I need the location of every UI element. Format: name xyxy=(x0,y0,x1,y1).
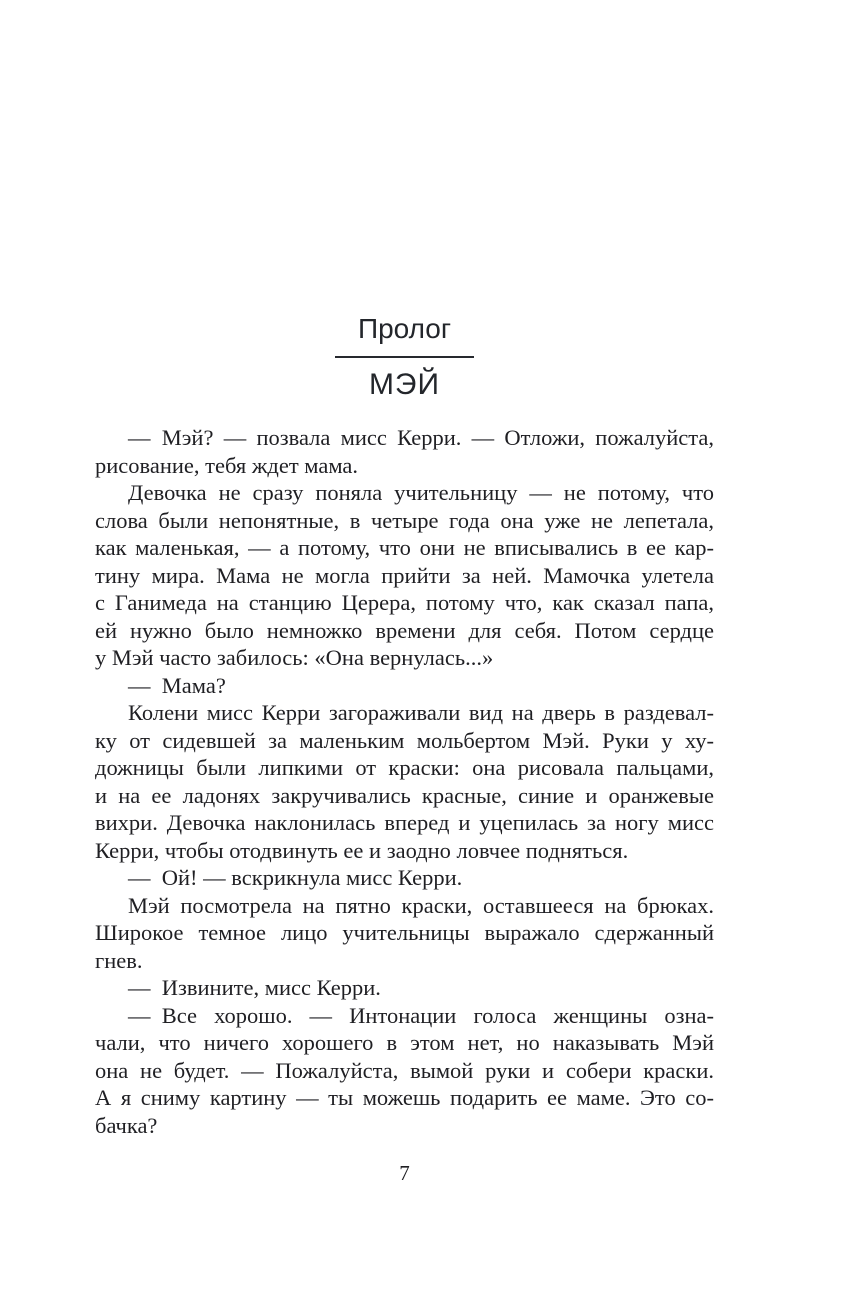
text-line: вихри. Девочка наклонилась вперед и уцепилась за ногу мисс xyxy=(95,810,714,835)
text-line: Мэй посмотрела на пятно краски, оставшееся на брюках. xyxy=(128,892,714,918)
text-line: гнев. xyxy=(95,947,143,973)
text-line: — Извините, мисс Керри. xyxy=(128,975,381,1000)
text-line: Широкое темное лицо учительницы выражало сдержанный xyxy=(95,920,714,945)
text-line: чали, что ничего хорошего в этом нет, но наказывать Мэй xyxy=(95,1030,714,1055)
prologue-heading: Пролог xyxy=(357,313,452,344)
text-line: Девочка не сразу поняла учительницу — не потому, что xyxy=(128,480,714,505)
text-line: как маленькая, — а потому, что они не вписывались в ее кар- xyxy=(95,535,714,560)
text-line: ку от сидевшей за маленьким мольбертом Мэй. Руки у ху- xyxy=(95,727,714,753)
text-line: Колени мисс Керри загораживали вид на дверь в раздевал- xyxy=(128,700,714,725)
paragraph xyxy=(95,864,714,892)
paragraph xyxy=(95,479,714,672)
paragraph xyxy=(95,699,714,864)
text-line: ей нужно было немножко времени для себя. Потом сердце xyxy=(95,617,714,643)
paragraph xyxy=(95,424,714,479)
text-line: — Все хорошо. — Интонации голоса женщины озна- xyxy=(128,1002,714,1028)
text-line: дожницы были липкими от краски: она рисовала пальцами, xyxy=(95,755,714,780)
paragraph xyxy=(95,1002,714,1140)
text-line: А я сниму картину — ты можешь подарить ее маме. Это со- xyxy=(95,1085,714,1110)
text-line: слова были непонятные, в четыре года она уже не лепетала, xyxy=(95,507,714,533)
text-line: у Мэй часто забилось: «Она вернулась...» xyxy=(95,645,494,670)
text-line: — Мэй? — позвала мисс Керри. — Отложи, пожалуйста, xyxy=(128,425,714,450)
text-line: Керри, чтобы отодвинуть ее и заодно ловчее подняться. xyxy=(95,837,629,863)
text-line: и на ее ладонях закручивались красные, синие и оранжевые xyxy=(95,782,714,808)
text-line: с Ганимеда на станцию Церера, потому что, как сказал папа, xyxy=(95,590,714,615)
text-line: она не будет. — Пожалуйста, вымой руки и собери краски. xyxy=(95,1057,714,1083)
text-line: бачка? xyxy=(95,1112,158,1138)
body-text xyxy=(95,424,714,1139)
text-line: рисование, тебя ждет мама. xyxy=(95,452,359,478)
paragraph xyxy=(95,892,714,975)
text-line: — Мама? xyxy=(128,672,226,698)
paragraph xyxy=(95,974,714,1002)
paragraph xyxy=(95,672,714,700)
text-line: тину мира. Мама не могла прийти за ней. Мамочка улетела xyxy=(95,562,714,588)
chapter-title: МЭЙ xyxy=(368,368,441,401)
page-number: 7 xyxy=(399,1161,410,1185)
title-divider xyxy=(335,356,474,358)
text-line: — Ой! — вскрикнула мисс Керри. xyxy=(128,865,463,890)
